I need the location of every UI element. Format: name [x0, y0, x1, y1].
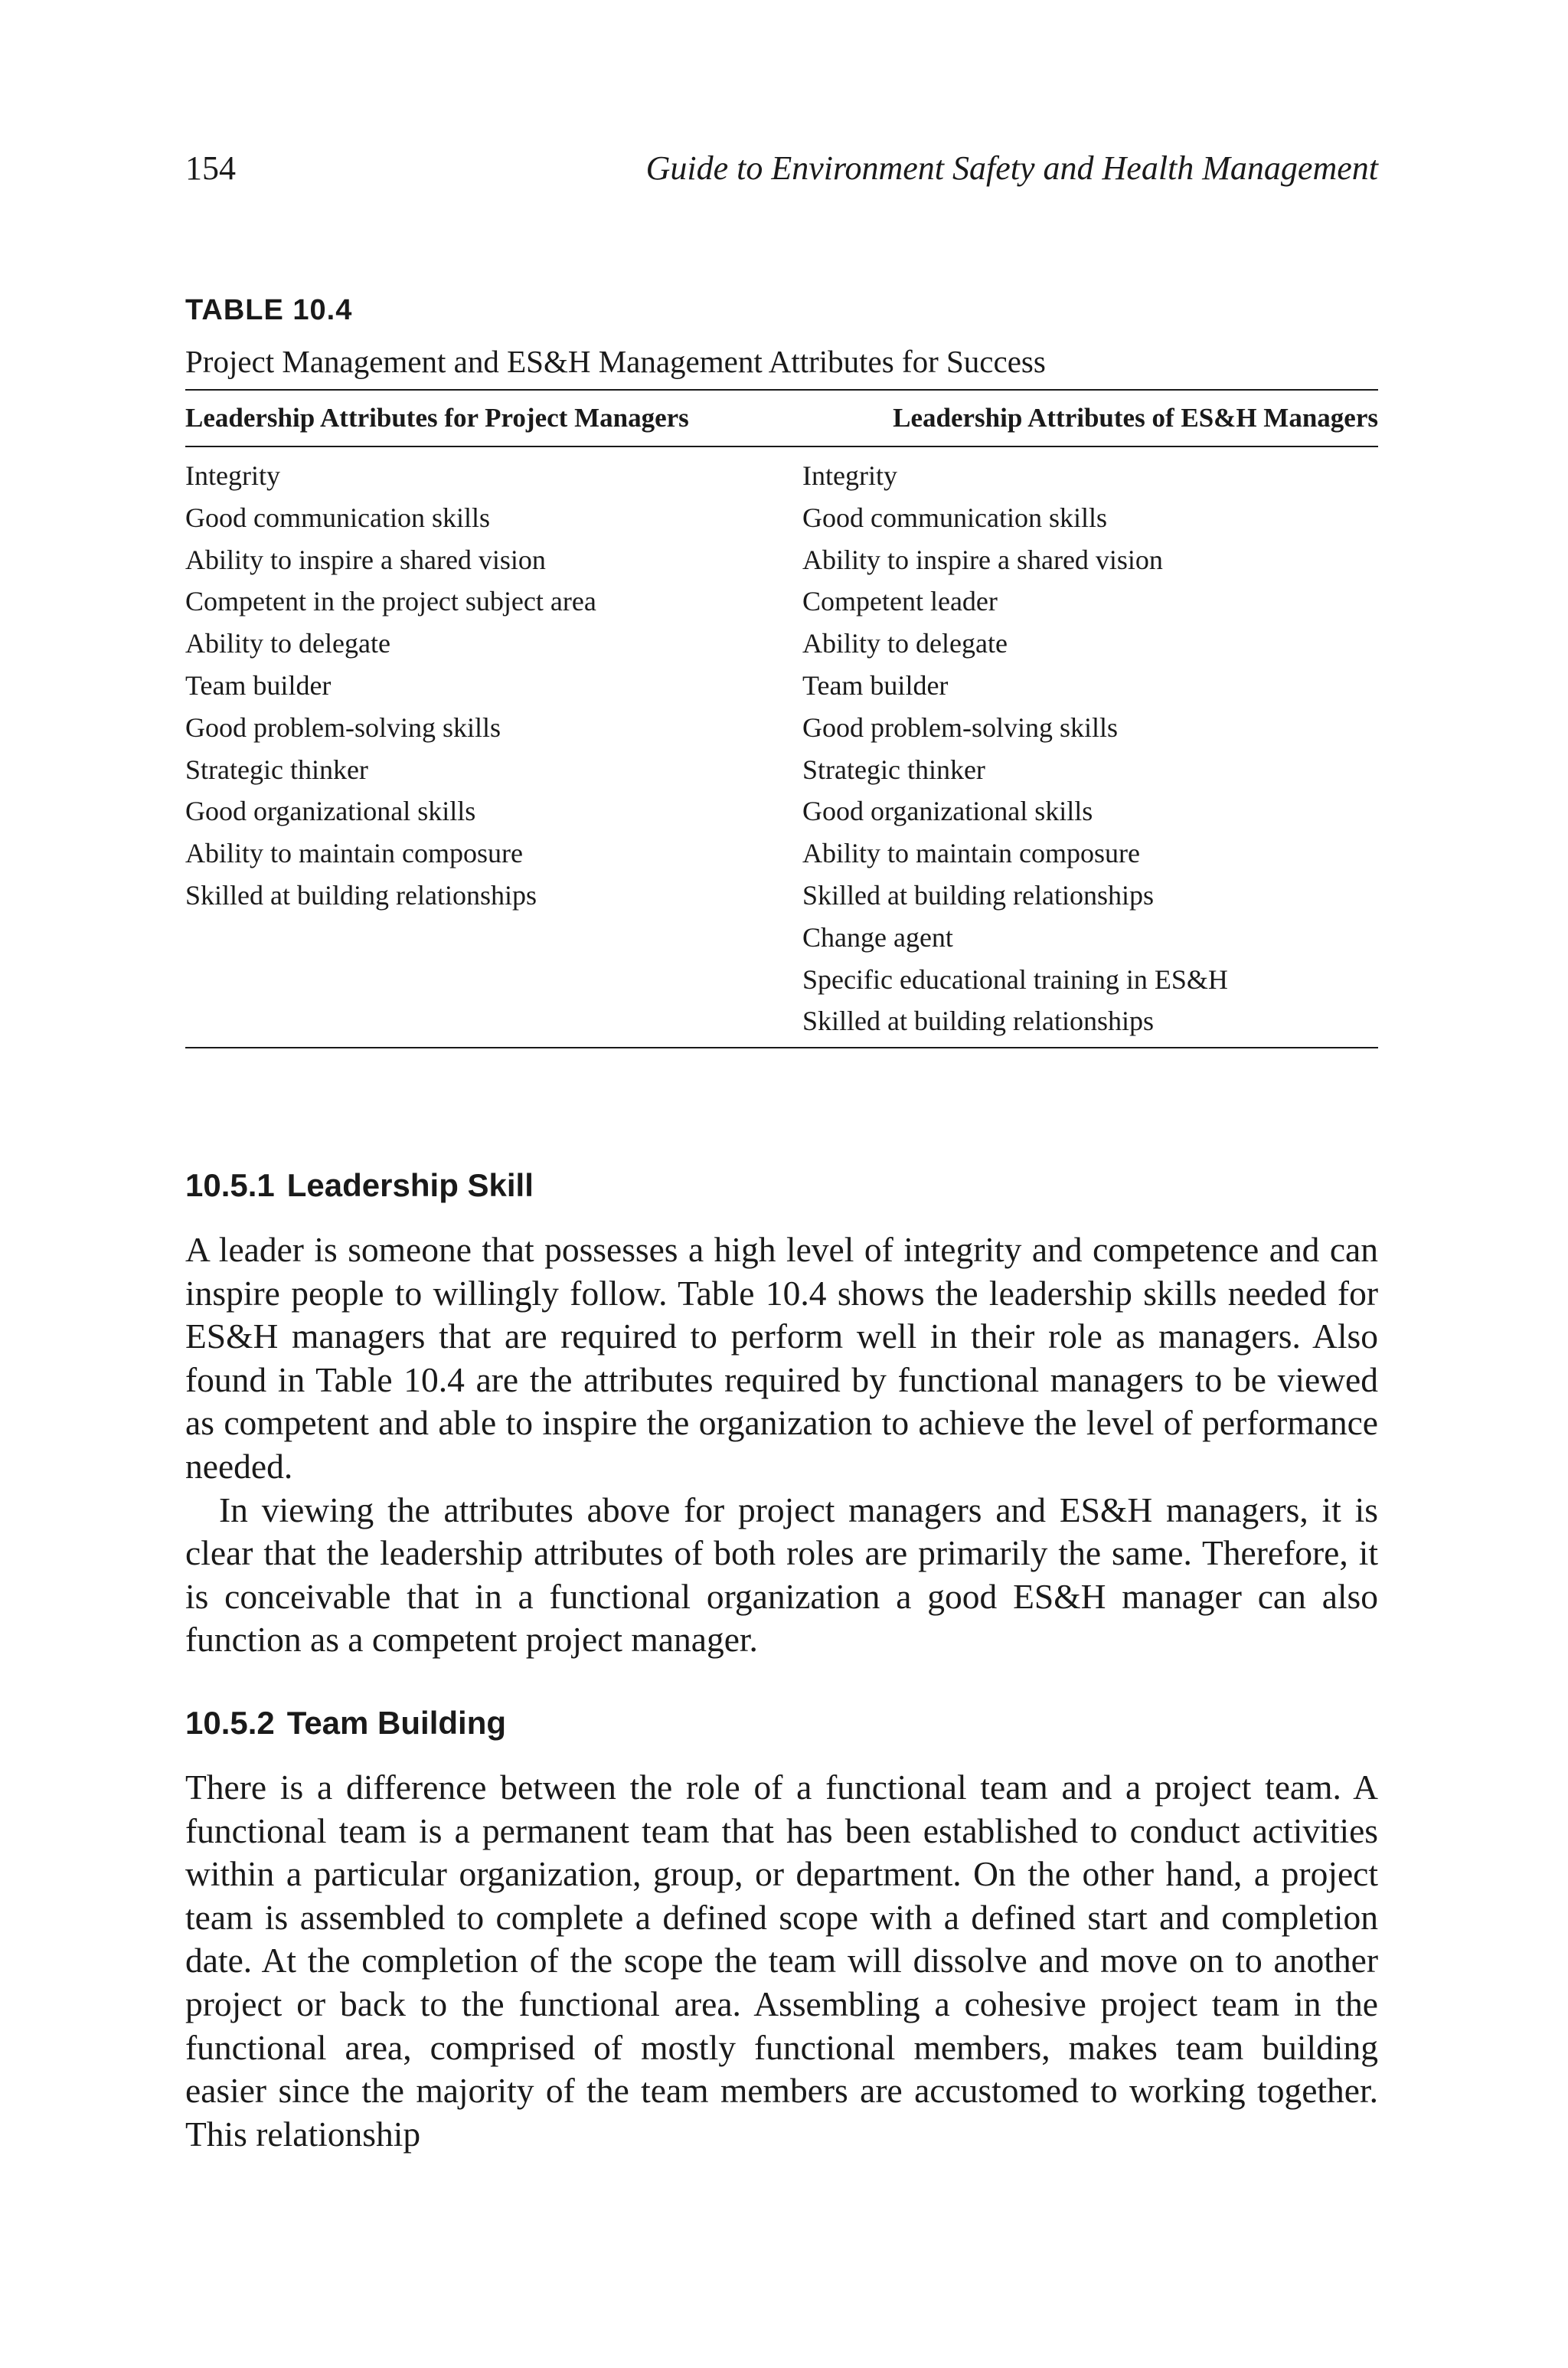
table-cell-project-managers: Good problem-solving skills: [185, 711, 501, 743]
table-header-row: [185, 390, 1378, 446]
section-title: Leadership Skill: [286, 1167, 534, 1203]
section-body-team-building: [185, 1766, 1378, 2156]
table-cell-project-managers: Ability to maintain composure: [185, 838, 523, 869]
section-title: Team Building: [286, 1705, 507, 1741]
table-cell-esh-managers: Ability to inspire a shared vision: [802, 544, 1163, 575]
table-cell-project-managers: [185, 959, 802, 1001]
table-cell-esh-managers: Strategic thinker: [802, 754, 985, 785]
table-row: [185, 749, 1378, 791]
running-head: [185, 146, 1378, 191]
table-cell-esh-managers: Good problem-solving skills: [802, 711, 1118, 743]
table-body: [185, 446, 1378, 1048]
table-cell-esh-managers: Specific educational training in ES&H: [802, 963, 1228, 995]
table-row: [185, 959, 1378, 1001]
table-row: [185, 875, 1378, 917]
table-row: [185, 581, 1378, 623]
section-heading-team-building: [185, 1702, 506, 1745]
table-cell-project-managers: Skilled at building relationships: [185, 879, 537, 911]
table-caption: Project Management and ES&H Management Attributes for Success: [185, 344, 1046, 379]
table-cell-esh-managers: Skilled at building relationships: [802, 1006, 1154, 1037]
table-row: [185, 1000, 1378, 1048]
page-number: 154: [185, 149, 236, 187]
table-cell-esh-managers: Good organizational skills: [802, 796, 1093, 827]
paragraph: A leader is someone that possesses a high level of integrity and competence and can inspire people to willingly follow. Table 10.4 shows the leadership skills needed for ES&H managers that are required to perform well in their role as managers. Also found in Table 10.4 are the attributes required by functional managers to be viewed as competent and able to inspire the organization to achieve the level of performance needed.: [185, 1230, 1378, 1486]
table-row: [185, 539, 1378, 581]
table-cell-esh-managers: Integrity: [802, 460, 897, 491]
table-cell-project-managers: Team builder: [185, 669, 332, 701]
section-heading-leadership-skill: [185, 1164, 534, 1207]
table-cell-project-managers: [185, 917, 802, 959]
table-row: [185, 497, 1378, 539]
section-number: 10.5.1: [185, 1167, 275, 1203]
paragraph: There is a difference between the role of a functional team and a project team. A functional team is a permanent team that has been established to conduct activities within a particular organization, group, or department. On the other hand, a project team is assembled to complete a defined scope with a defined start and completion date. At the completion of the scope the team will dissolve and move on to another project or back to the functional area. Assembling a cohesive project team in the functional area, comprised of mostly functional members, makes team building easier since the majority of the team members are accustomed to working together. This relationship: [185, 1768, 1378, 2154]
table-label: TABLE 10.4: [185, 294, 353, 326]
table-cell-esh-managers: Change agent: [802, 921, 953, 953]
section-number: 10.5.2: [185, 1705, 275, 1741]
table-cell-esh-managers: Competent leader: [802, 586, 998, 617]
attributes-table: [185, 389, 1378, 1048]
column-header-project-managers: Leadership Attributes for Project Managers: [185, 390, 802, 446]
table-cell-project-managers: Integrity: [185, 460, 280, 491]
table-row: [185, 665, 1378, 707]
table-row: [185, 832, 1378, 875]
table-cell-esh-managers: Ability to maintain composure: [802, 838, 1140, 869]
table-cell-esh-managers: Ability to delegate: [802, 628, 1008, 659]
table-cell-project-managers: [185, 1000, 802, 1048]
table-cell-project-managers: Strategic thinker: [185, 754, 368, 785]
table-cell-esh-managers: Team builder: [802, 669, 949, 701]
table-row: [185, 623, 1378, 665]
paragraph: In viewing the attributes above for project managers and ES&H managers, it is clear that the leadership attributes of both roles are primarily the same. Therefore, it is conceivable that in a functional organization a good ES&H manager can also function as a competent project manager.: [185, 1490, 1378, 1660]
table-row: [185, 790, 1378, 832]
table-cell-project-managers: Ability to delegate: [185, 628, 390, 659]
table-cell-esh-managers: Good communication skills: [802, 502, 1107, 533]
column-header-esh-managers: Leadership Attributes of ES&H Managers: [802, 390, 1378, 446]
table-cell-project-managers: Competent in the project subject area: [185, 586, 596, 617]
table-cell-project-managers: Good organizational skills: [185, 796, 476, 827]
table-row: [185, 707, 1378, 749]
table-cell-esh-managers: Skilled at building relationships: [802, 879, 1154, 911]
section-body-leadership-skill: [185, 1228, 1378, 1662]
table-cell-project-managers: Ability to inspire a shared vision: [185, 544, 546, 575]
table-cell-project-managers: Good communication skills: [185, 502, 490, 533]
table-row: [185, 917, 1378, 959]
table-row: [185, 446, 1378, 497]
book-title: Guide to Environment Safety and Health Management: [645, 149, 1378, 187]
